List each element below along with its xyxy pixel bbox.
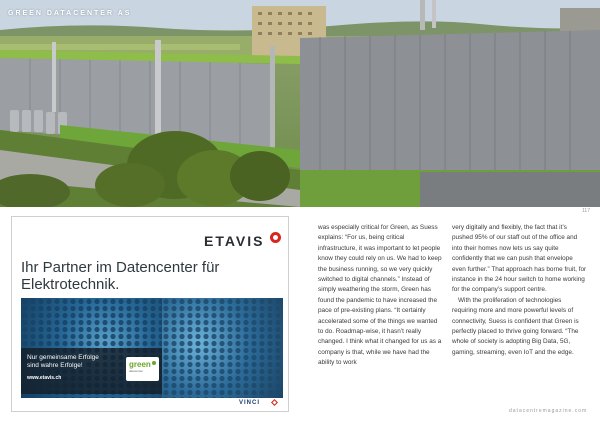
etavis-logo: ETAVIS [204, 233, 265, 249]
hero-photo [0, 0, 600, 207]
datacenter-illustration [0, 0, 600, 207]
article-paragraph: very digitally and flexibly, the fact that it’s pushed 95% of our staff out of the office and into their homes now lets us say quite confidently that we can push that envelope even further.” That approach has borne fruit, for instance in the 24 hour switch to home working for the company’s support centre. [452, 224, 587, 294]
ad-url-link[interactable]: www.etavis.ch [27, 375, 62, 381]
server-grid-illustration-right [162, 298, 283, 398]
green-logo-text: green [129, 360, 151, 369]
etavis-advertisement[interactable] [11, 216, 289, 412]
leaf-icon [152, 361, 156, 365]
etavis-logo-mark-icon [270, 232, 281, 243]
page-number: 117 [582, 208, 590, 214]
ad-caption-line: Nur gemeinsame Erfolge [27, 354, 99, 361]
vinci-mark-icon [271, 399, 278, 406]
section-label: GREEN DATACENTER AS [8, 10, 132, 17]
vinci-logo: VINCI [239, 400, 261, 406]
ad-caption-line: sind wahre Erfolge! [27, 362, 83, 369]
green-logo-subtext: datacenter [129, 369, 144, 373]
article-column-2 [452, 223, 588, 358]
server-room-photo-right [162, 298, 283, 398]
article-paragraph: was especially critical for Green, as Suess explains: “For us, being critical infrastructure, it was important to let people know they could rely on us. We had to keep the business running, so we very quickly switched to digital channels.” Instead of simply weathering the storm, Green has found the pandemic to have increased the pace of pre-existing plans. “It certainly accelerated some of the things we wanted to do. Roadmap-wise, it hasn’t really changed. I think what it changed for us as a company is that, while we have had the ability to work [318, 224, 442, 367]
article-column-1 [318, 223, 443, 369]
article-paragraph: With the proliferation of technologies requiring more and more powerful levels of connectivity, Suess is confident that Green is perfectly placed to thrive going forward. “The whole of society is adopting Big Data, 5G, gaming, streaming, even IoT and the edge. [452, 296, 579, 356]
green-partner-logo [126, 357, 159, 381]
footer-url[interactable]: datacentremagazine.com [509, 408, 588, 414]
ad-headline: Ihr Partner im Datencenter für Elektrotechnik. [21, 259, 220, 293]
